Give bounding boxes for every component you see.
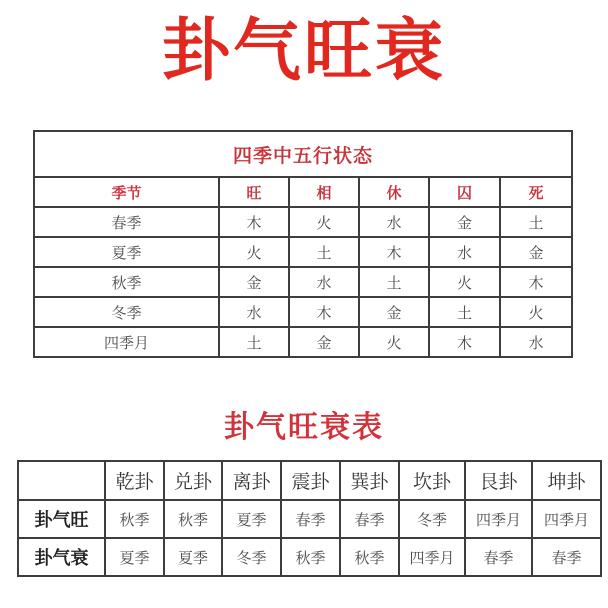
table1-title: 四季中五行状态 — [34, 131, 572, 177]
element-cell: 火 — [289, 207, 359, 237]
element-cell: 木 — [219, 207, 289, 237]
season-value-cell: 秋季 — [105, 500, 164, 538]
table1-header-wang: 旺 — [219, 177, 289, 207]
table2-header-qian: 乾卦 — [105, 461, 164, 500]
table2-header-zhen: 震卦 — [281, 461, 340, 500]
element-cell: 水 — [359, 207, 429, 237]
element-cell: 木 — [500, 267, 572, 297]
element-cell: 土 — [359, 267, 429, 297]
element-cell: 火 — [500, 297, 572, 327]
table1-header-season: 季节 — [34, 177, 219, 207]
table2-header-kun: 坤卦 — [532, 461, 601, 500]
table2-header-li: 离卦 — [222, 461, 281, 500]
season-value-cell: 冬季 — [399, 500, 465, 538]
element-cell: 土 — [429, 297, 500, 327]
element-cell: 土 — [289, 237, 359, 267]
element-cell: 水 — [429, 237, 500, 267]
element-cell: 水 — [289, 267, 359, 297]
season-value-cell: 春季 — [532, 538, 601, 576]
table1-row-winter — [34, 297, 572, 327]
season-value-cell: 冬季 — [222, 538, 281, 576]
table1-header-row — [34, 177, 572, 207]
table2-header-kan: 坎卦 — [399, 461, 465, 500]
element-cell: 土 — [500, 207, 572, 237]
hexagram-table-title: 卦气旺衰表 — [224, 411, 384, 444]
row-label: 卦气衰 — [18, 538, 105, 576]
element-cell: 火 — [219, 237, 289, 267]
element-cell: 金 — [219, 267, 289, 297]
element-cell: 木 — [289, 297, 359, 327]
hexagram-prosperity-decline-table — [17, 460, 602, 577]
element-cell: 木 — [429, 327, 500, 357]
element-cell: 火 — [359, 327, 429, 357]
table1-row-spring — [34, 207, 572, 237]
season-cell: 夏季 — [34, 237, 219, 267]
season-value-cell: 春季 — [465, 538, 532, 576]
table2-header-empty — [18, 461, 105, 500]
season-value-cell: 秋季 — [340, 538, 399, 576]
table1-header-xiang: 相 — [289, 177, 359, 207]
table1-row-summer — [34, 237, 572, 267]
table2-header-xun: 巽卦 — [340, 461, 399, 500]
table2-header-gen: 艮卦 — [465, 461, 532, 500]
table1-row-autumn — [34, 267, 572, 297]
element-cell: 水 — [500, 327, 572, 357]
element-cell: 水 — [219, 297, 289, 327]
season-value-cell: 四季月 — [532, 500, 601, 538]
season-value-cell: 夏季 — [222, 500, 281, 538]
season-cell: 冬季 — [34, 297, 219, 327]
table1-header-qiu: 囚 — [429, 177, 500, 207]
season-cell: 秋季 — [34, 267, 219, 297]
season-value-cell: 四季月 — [465, 500, 532, 538]
five-elements-seasons-table — [33, 130, 573, 358]
table2-header-row — [18, 461, 601, 500]
season-value-cell: 夏季 — [105, 538, 164, 576]
season-value-cell: 秋季 — [164, 500, 222, 538]
season-value-cell: 四季月 — [399, 538, 465, 576]
page-title: 卦气旺衰 — [161, 13, 446, 89]
season-value-cell: 春季 — [340, 500, 399, 538]
table2-header-dui: 兑卦 — [164, 461, 222, 500]
element-cell: 土 — [219, 327, 289, 357]
season-cell: 春季 — [34, 207, 219, 237]
season-cell: 四季月 — [34, 327, 219, 357]
season-value-cell: 秋季 — [281, 538, 340, 576]
table1-header-xiu: 休 — [359, 177, 429, 207]
table2-row-declining — [18, 538, 601, 576]
element-cell: 金 — [429, 207, 500, 237]
season-value-cell: 夏季 — [164, 538, 222, 576]
table1-row-four-season-month — [34, 327, 572, 357]
element-cell: 金 — [359, 297, 429, 327]
table1-title-row — [34, 131, 572, 177]
element-cell: 火 — [429, 267, 500, 297]
element-cell: 金 — [500, 237, 572, 267]
table2-row-prosperous — [18, 500, 601, 538]
table1-header-si: 死 — [500, 177, 572, 207]
season-value-cell: 春季 — [281, 500, 340, 538]
row-label: 卦气旺 — [18, 500, 105, 538]
element-cell: 金 — [289, 327, 359, 357]
element-cell: 木 — [359, 237, 429, 267]
